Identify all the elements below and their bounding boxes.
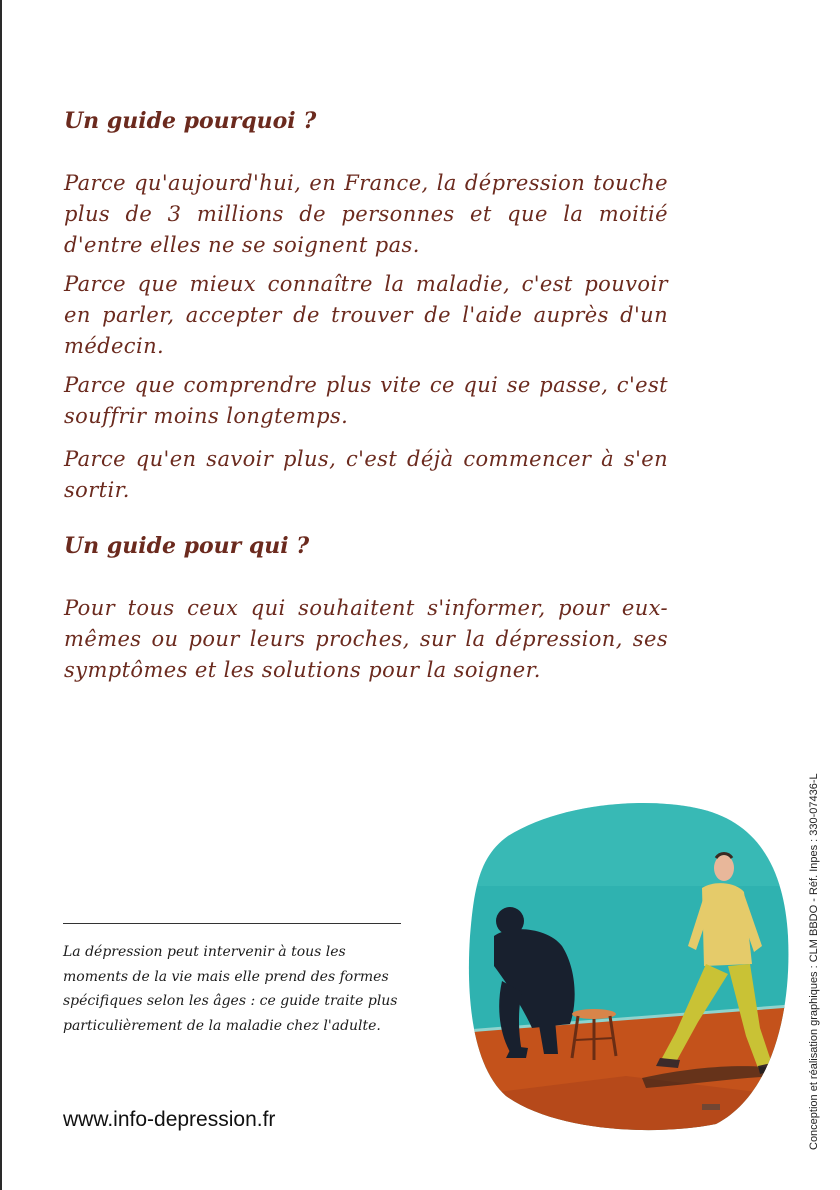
illustration	[466, 796, 790, 1134]
note-divider	[63, 923, 401, 924]
section-heading-why: Un guide pourquoi ?	[64, 108, 317, 134]
website-link[interactable]: www.info-depression.fr	[63, 1108, 276, 1131]
paragraph-statistics: Parce qu'aujourd'hui, en France, la dépression touche plus de 3 millions de personnes et que la moitié d'entre elles ne se soignent pas.	[64, 171, 668, 257]
artist-signature-mark	[702, 1104, 720, 1110]
paragraph-getting-out: Parce qu'en savoir plus, c'est déjà commencer à s'en sortir.	[64, 447, 668, 502]
section-heading-for-whom: Un guide pour qui ?	[64, 533, 310, 559]
paragraph-understanding: Parce que comprendre plus vite ce qui se passe, c'est souffrir moins longtemps.	[64, 373, 668, 428]
page-edge	[0, 0, 2, 1190]
credit-line: Conception et réalisation graphiques : CLM BBDO - Réf. Inpes : 330-07436-L	[808, 773, 820, 1150]
wall-highlight	[466, 796, 790, 886]
adult-note: La dépression peut intervenir à tous les moments de la vie mais elle prend des formes spécifiques selon les âges : ce guide traite plus particulièrement de la maladie chez l'adulte.	[63, 944, 398, 1034]
paragraph-knowing-illness: Parce que mieux connaître la maladie, c'est pouvoir en parler, accepter de trouver de l'aide auprès d'un médecin.	[64, 272, 668, 358]
paragraph-audience: Pour tous ceux qui souhaitent s'informer, pour eux-mêmes ou pour leurs proches, sur la dépression, ses symptômes et les solutions pour la soigner.	[64, 596, 668, 682]
